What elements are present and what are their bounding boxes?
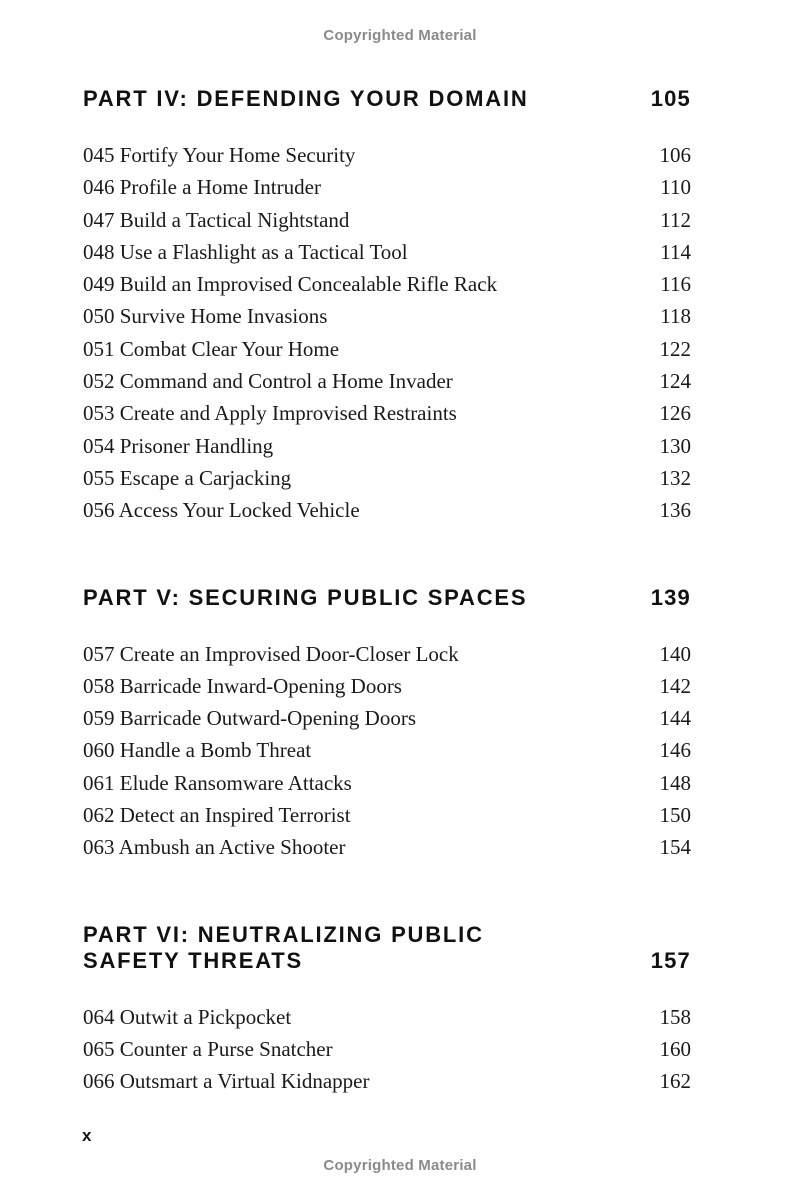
table-of-contents xyxy=(83,86,691,1098)
entry-title: 052 Command and Control a Home Invader xyxy=(83,369,453,394)
entry-title: 057 Create an Improvised Door-Closer Lock xyxy=(83,641,459,666)
entry-page: 136 xyxy=(659,498,691,523)
toc-entry xyxy=(83,333,691,365)
toc-entry xyxy=(83,268,691,300)
entry-title: 046 Profile a Home Intruder xyxy=(83,175,321,200)
entry-page: 112 xyxy=(660,207,691,232)
entry-page: 118 xyxy=(660,304,691,329)
entry-page: 162 xyxy=(659,1069,691,1094)
entry-page: 154 xyxy=(659,835,691,860)
entry-title: 063 Ambush an Active Shooter xyxy=(83,835,346,860)
entry-page: 140 xyxy=(659,641,691,666)
entry-page: 146 xyxy=(659,738,691,763)
part-heading xyxy=(83,922,691,974)
toc-entry xyxy=(83,1033,691,1065)
part-title: PART V: SECURING PUBLIC SPACES xyxy=(83,584,528,610)
part-page-number: 157 xyxy=(650,947,691,973)
toc-section-part-vi xyxy=(83,922,691,1098)
entry-page: 142 xyxy=(659,673,691,698)
entry-title: 055 Escape a Carjacking xyxy=(83,465,292,490)
entry-page: 158 xyxy=(659,1004,691,1029)
copyright-watermark-top: Copyrighted Material xyxy=(323,27,477,44)
page-folio: x xyxy=(82,1126,92,1145)
entry-title: 048 Use a Flashlight as a Tactical Tool xyxy=(83,239,408,264)
toc-entry xyxy=(83,1001,691,1033)
toc-entry xyxy=(83,638,691,670)
entry-title: 065 Counter a Purse Snatcher xyxy=(83,1036,333,1061)
entry-title: 058 Barricade Inward-Opening Doors xyxy=(83,673,402,698)
toc-entry xyxy=(83,171,691,203)
toc-entry xyxy=(83,702,691,734)
toc-entry xyxy=(83,670,691,702)
toc-entry xyxy=(83,430,691,462)
entry-title: 047 Build a Tactical Nightstand xyxy=(83,207,350,232)
toc-entry xyxy=(83,1065,691,1097)
entry-title: 045 Fortify Your Home Security xyxy=(83,143,356,167)
toc-entry xyxy=(83,734,691,766)
entry-title: 054 Prisoner Handling xyxy=(83,433,274,458)
toc-entry xyxy=(83,300,691,332)
toc-entry xyxy=(83,831,691,863)
entry-page: 148 xyxy=(659,770,691,795)
part-page-number: 105 xyxy=(650,86,691,111)
entry-page: 122 xyxy=(659,336,691,361)
toc-entry xyxy=(83,799,691,831)
part-page-number: 139 xyxy=(650,584,691,610)
entry-title: 061 Elude Ransomware Attacks xyxy=(83,770,352,795)
toc-entry xyxy=(83,462,691,494)
entry-page: 110 xyxy=(660,175,691,200)
toc-entry xyxy=(83,139,691,171)
toc-entry xyxy=(83,236,691,268)
part-title: PART VI: NEUTRALIZING PUBLIC SAFETY THREATS xyxy=(83,921,484,973)
toc-entry xyxy=(83,767,691,799)
entry-title: 064 Outwit a Pickpocket xyxy=(83,1004,292,1029)
part-title: PART IV: DEFENDING YOUR DOMAIN xyxy=(83,86,529,111)
entry-page: 106 xyxy=(659,143,691,167)
entry-title: 066 Outsmart a Virtual Kidnapper xyxy=(83,1069,370,1094)
entry-page: 130 xyxy=(659,433,691,458)
entry-title: 056 Access Your Locked Vehicle xyxy=(83,498,360,523)
entry-page: 150 xyxy=(659,803,691,828)
entry-title: 051 Combat Clear Your Home xyxy=(83,336,340,361)
entry-title: 053 Create and Apply Improvised Restraints xyxy=(83,401,457,426)
entry-page: 116 xyxy=(660,272,691,297)
toc-section-part-v xyxy=(83,585,691,864)
toc-entry xyxy=(83,397,691,429)
entry-title: 049 Build an Improvised Concealable Rifle Rack xyxy=(83,272,498,297)
entry-title: 050 Survive Home Invasions xyxy=(83,304,328,329)
copyright-watermark-bottom: Copyrighted Material xyxy=(323,1157,477,1174)
entry-page: 144 xyxy=(659,706,691,731)
toc-entry xyxy=(83,204,691,236)
entry-title: 060 Handle a Bomb Threat xyxy=(83,738,312,763)
part-heading xyxy=(83,86,691,112)
part-heading xyxy=(83,585,691,611)
entry-page: 114 xyxy=(660,239,691,264)
toc-entry xyxy=(83,494,691,526)
toc-entry xyxy=(83,365,691,397)
entry-page: 132 xyxy=(659,465,691,490)
entry-title: 059 Barricade Outward-Opening Doors xyxy=(83,706,416,731)
entry-page: 160 xyxy=(659,1036,691,1061)
entry-title: 062 Detect an Inspired Terrorist xyxy=(83,803,351,828)
entry-page: 124 xyxy=(659,369,691,394)
entry-page: 126 xyxy=(659,401,691,426)
toc-section-part-iv xyxy=(83,86,691,527)
